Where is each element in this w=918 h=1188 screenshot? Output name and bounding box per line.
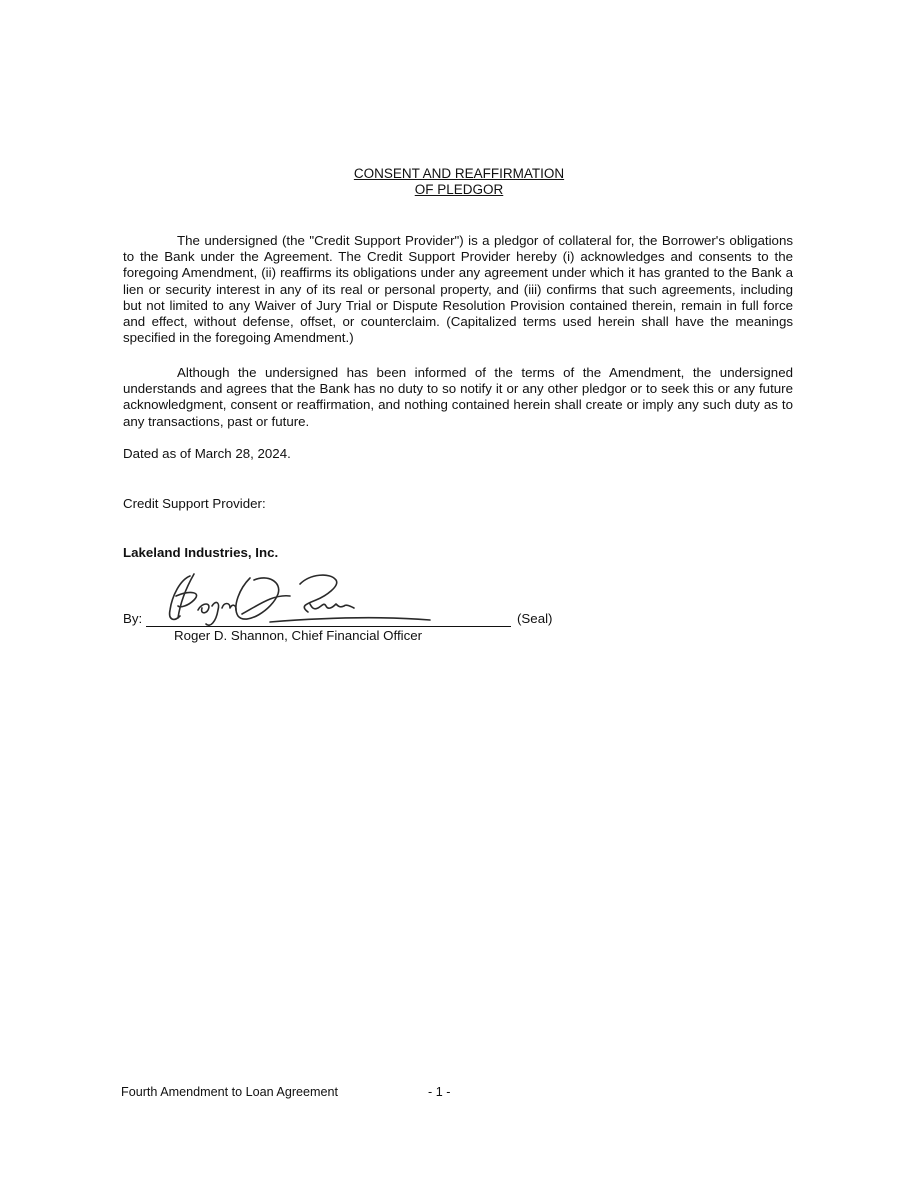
signature-line [146, 626, 511, 627]
by-label: By: [123, 611, 143, 626]
signer-name-title: Roger D. Shannon, Chief Financial Officer [174, 628, 423, 643]
dated-line: Dated as of March 28, 2024. [123, 446, 291, 461]
title-line-2: OF PLEDGOR [414, 182, 504, 197]
title-line-1: CONSENT AND REAFFIRMATION [353, 166, 565, 181]
company-name: Lakeland Industries, Inc. [123, 545, 279, 560]
footer-document-name: Fourth Amendment to Loan Agreement [121, 1085, 339, 1099]
document-title [0, 166, 918, 198]
footer-page-number: - 1 - [428, 1085, 451, 1099]
seal-label: (Seal) [517, 611, 553, 626]
handwritten-signature [150, 566, 440, 630]
no-duty-paragraph: Although the undersigned has been informed of the terms of the Amendment, the undersigned understands and agrees that the Bank has no duty to so notify it or any other pledgor or to seek this or any future acknowledgment, consent or reaffirmation, and nothing contained herein shall create or imply any such duty as to any transactions, past or future. [123, 365, 793, 429]
consent-paragraph: The undersigned (the "Credit Support Provider") is a pledgor of collateral for, the Borrower's obligations to the Bank under the Agreement. The Credit Support Provider hereby (i) acknowledges and consents to the foregoing Amendment, (ii) reaffirms its obligations under any agreement under which it has granted to the Bank a lien or security interest in any of its real or personal property, and (iii) confirms that such agreements, including but not limited to any Waiver of Jury Trial or Dispute Resolution Provision contained therein, remain in full force and effect, without defense, offset, or counterclaim. (Capitalized terms used herein shall have the meanings specified in the foregoing Amendment.) [123, 233, 793, 346]
credit-support-provider-label: Credit Support Provider: [123, 496, 266, 511]
